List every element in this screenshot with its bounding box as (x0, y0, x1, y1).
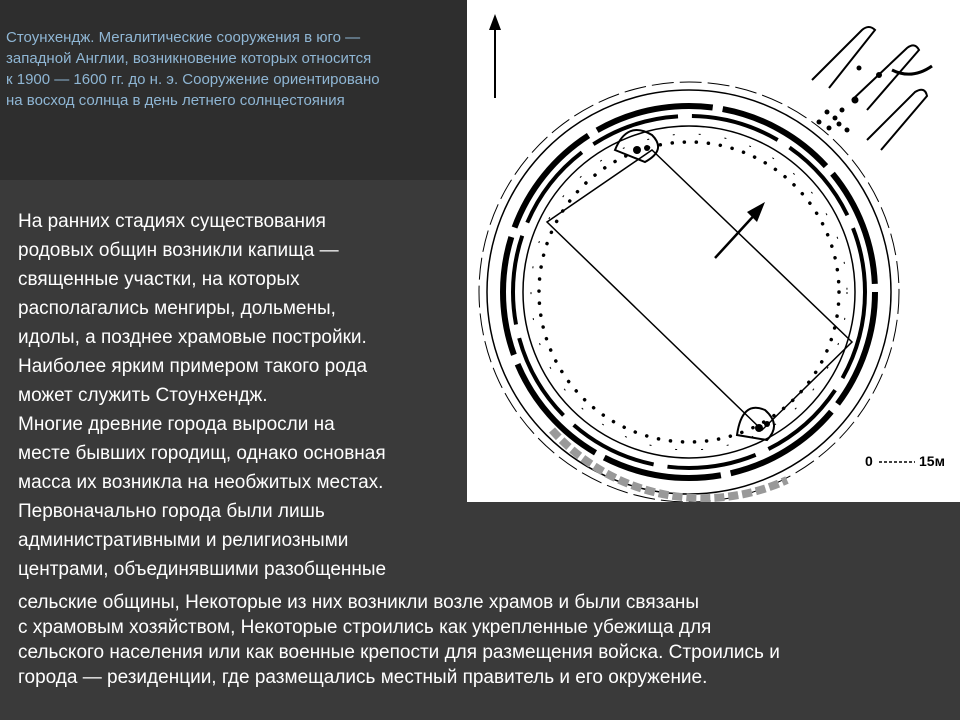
body-line: священные участки, на которых (18, 269, 300, 290)
body-line: центрами, объединявшими разобщенные (18, 559, 387, 580)
north-arrow-icon (489, 14, 501, 98)
sunrise-direction-arrow-icon (715, 202, 765, 258)
body-line: На ранних стадиях существования (18, 211, 326, 232)
body-line: располагались менгиры, дольмены, (18, 298, 336, 319)
body-line: Многие древние города выросли на (18, 414, 335, 435)
scale-length-label: 15м (919, 453, 945, 469)
body-line: месте бывших городищ, однако основная (18, 443, 386, 464)
caption-line: на восход солнца в день летнего солнцестояния (6, 92, 345, 109)
body-line: родовых общин возникли капища — (18, 240, 339, 261)
body-line: идолы, а позднее храмовые постройки. (18, 327, 367, 348)
station-rectangle (547, 150, 852, 430)
body-line: административными и религиозными (18, 530, 349, 551)
stonehenge-plan-diagram (467, 0, 960, 502)
outer-bank (479, 82, 899, 502)
aubrey-holes (539, 142, 839, 442)
avenue-entrance (812, 27, 932, 150)
body-line: Наиболее ярким примером такого рода (18, 356, 368, 377)
stonehenge-plan-figure (467, 0, 960, 502)
scale-bar (865, 453, 945, 469)
body-wide-line: сельские общины, Некоторые из них возникли возле храмов и были связаны (18, 592, 700, 613)
ditch-rings (503, 106, 875, 478)
body-wide-line: с храмовым хозяйством, Некоторые строились как укрепленные убежища для (18, 617, 712, 638)
body-paragraph (18, 207, 458, 584)
body-wide-line: города — резиденции, где размещались местный правитель и его окружение. (18, 667, 708, 688)
figure-caption (6, 27, 461, 111)
body-line: масса их возникла на необжитых местах. (18, 472, 384, 493)
caption-line: западной Англии, возникновение которых относится (6, 50, 372, 67)
caption-line: к 1900 — 1600 гг. до н. э. Сооружение ориентировано (6, 71, 380, 88)
caption-line: Стоунхендж. Мегалитические сооружения в юго — (6, 29, 361, 46)
scale-zero-label: 0 (865, 453, 873, 469)
body-wide-line: сельского населения или как военные крепости для размещения войска. Строились и (18, 642, 780, 663)
body-line: Первоначально города были лишь (18, 501, 325, 522)
body-line: может служить Стоунхендж. (18, 385, 268, 406)
body-paragraph-wide (18, 590, 948, 690)
